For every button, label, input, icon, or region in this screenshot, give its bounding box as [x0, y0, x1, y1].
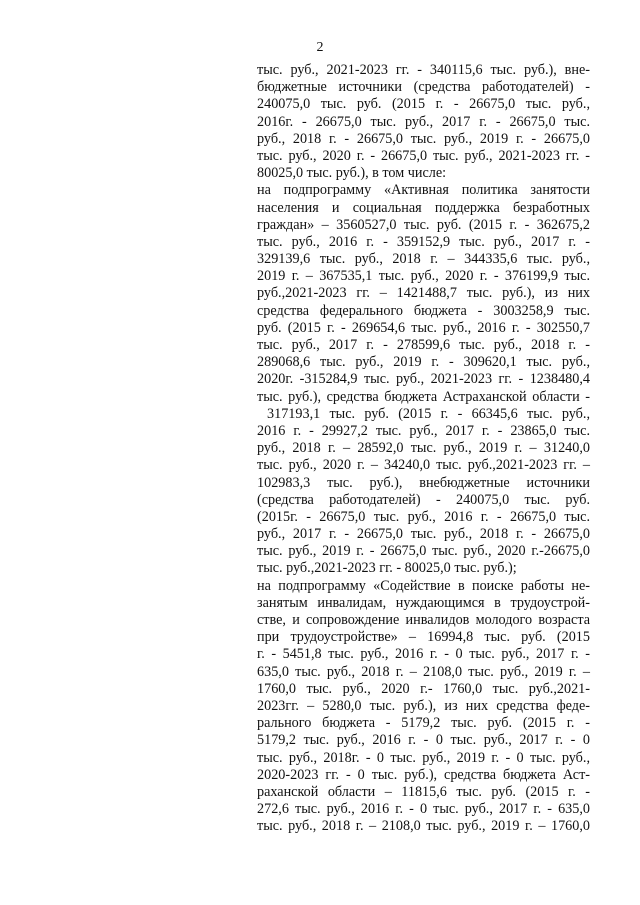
- text-line: средства федерального бюджета - 3003258,9 тыс.: [257, 302, 590, 319]
- text-line: населения и социальная поддержка безработных: [257, 199, 590, 216]
- text-line: 5179,2 тыс. руб., 2016 г. - 0 тыс. руб., 2017 г. - 0: [257, 732, 590, 749]
- text-line: 2020г. -315284,9 тыс. руб., 2021-2023 гг. - 1238480,4: [257, 371, 590, 388]
- text-line: 2019 г. – 367535,1 тыс. руб., 2020 г. - 376199,9 тыс.: [257, 268, 590, 285]
- text-line: 289068,6 тыс. руб., 2019 г. - 309620,1 тыс. руб.,: [257, 354, 590, 371]
- text-line: (средства работодателей) - 240075,0 тыс. руб.: [257, 491, 590, 508]
- text-line: 329139,6 тыс. руб., 2018 г. – 344335,6 тыс. руб.,: [257, 251, 590, 268]
- text-line: руб., 2018 г. - 26675,0 тыс. руб., 2019 г. - 26675,0: [257, 130, 590, 147]
- text-line: на подпрограмму «Активная политика занятости: [257, 182, 590, 199]
- text-line: тыс. руб., 2016 г. - 359152,9 тыс. руб., 2017 г. -: [257, 233, 590, 250]
- text-line: рального бюджета - 5179,2 тыс. руб. (2015 г. -: [257, 715, 590, 732]
- text-line: граждан» – 3560527,0 тыс. руб. (2015 г. - 362675,2: [257, 216, 590, 233]
- text-line: 1760,0 тыс. руб., 2020 г.- 1760,0 тыс. руб.,2021-: [257, 680, 590, 697]
- text-line: бюджетные источники (средства работодателей) -: [257, 79, 590, 96]
- text-line: тыс. руб., 2020 г. - 26675,0 тыс. руб., 2021-2023 гг. -: [257, 147, 590, 164]
- text-line: на подпрограмму «Содействие в поиске работы не-: [257, 577, 590, 594]
- text-line: занятым инвалидам, нуждающимся в трудоустрой-: [257, 594, 590, 611]
- text-line: (2015г. - 26675,0 тыс. руб., 2016 г. - 26675,0 тыс.: [257, 508, 590, 525]
- page-number: 2: [316, 40, 324, 55]
- text-line: раханской области – 11815,6 тыс. руб. (2015 г. -: [257, 783, 590, 800]
- body-text: [257, 62, 590, 835]
- text-line: 2020-2023 гг. - 0 тыс. руб.), средства бюджета Аст-: [257, 766, 590, 783]
- text-line: 2016г. - 26675,0 тыс. руб., 2017 г. - 26675,0 тыс.: [257, 113, 590, 130]
- text-line: 317193,1 тыс. руб. (2015 г. - 66345,6 тыс. руб.,: [267, 405, 590, 422]
- text-line: 272,6 тыс. руб., 2016 г. - 0 тыс. руб., 2017 г. - 635,0: [257, 801, 590, 818]
- text-line: 102983,3 тыс. руб.), внебюджетные источники: [257, 474, 590, 491]
- text-line: при трудоустройстве» – 16994,8 тыс. руб. (2015: [257, 629, 590, 646]
- text-line: 80025,0 тыс. руб.), в том числе:: [257, 165, 447, 182]
- text-line: тыс. руб., 2017 г. - 278599,6 тыс. руб., 2018 г. -: [257, 337, 590, 353]
- text-line: г. - 5451,8 тыс. руб., 2016 г. - 0 тыс. руб., 2017 г. -: [257, 646, 590, 663]
- text-line: руб. (2015 г. - 269654,6 тыс. руб., 2016 г. - 302550,7: [257, 319, 590, 336]
- text-line: тыс. руб.,2021-2023 гг. - 80025,0 тыс. руб.);: [257, 560, 517, 577]
- text-line: руб., 2018 г. – 28592,0 тыс. руб., 2019 г. – 31240,0: [257, 440, 590, 457]
- text-line: тыс. руб., 2018г. - 0 тыс. руб., 2019 г. - 0 тыс. руб.,: [257, 749, 590, 766]
- text-line: стве, и сопровождение инвалидов молодого возраста: [257, 612, 590, 628]
- text-line: тыс. руб., 2021-2023 гг. - 340115,6 тыс. руб.), вне-: [257, 62, 590, 78]
- text-line: 2016 г. - 29927,2 тыс. руб., 2017 г. - 23865,0 тыс.: [257, 422, 590, 439]
- text-line: 2023гг. – 5280,0 тыс. руб.), из них средства феде-: [257, 697, 590, 714]
- text-line: тыс. руб., 2018 г. – 2108,0 тыс. руб., 2019 г. – 1760,0: [257, 818, 590, 835]
- text-line: тыс. руб., 2020 г. – 34240,0 тыс. руб.,2021-2023 гг. –: [257, 457, 590, 474]
- text-line: 240075,0 тыс. руб. (2015 г. - 26675,0 тыс. руб.,: [257, 96, 590, 113]
- text-line: тыс. руб.), средства бюджета Астраханской области -: [257, 388, 590, 405]
- text-line: тыс. руб., 2019 г. - 26675,0 тыс. руб., 2020 г.-26675,0: [257, 543, 590, 560]
- text-line: руб.,2021-2023 гг. – 1421488,7 тыс. руб.), из них: [257, 285, 590, 302]
- text-line: руб., 2017 г. - 26675,0 тыс. руб., 2018 г. - 26675,0: [257, 526, 590, 543]
- text-line: 635,0 тыс. руб., 2018 г. – 2108,0 тыс. руб., 2019 г. –: [257, 663, 590, 680]
